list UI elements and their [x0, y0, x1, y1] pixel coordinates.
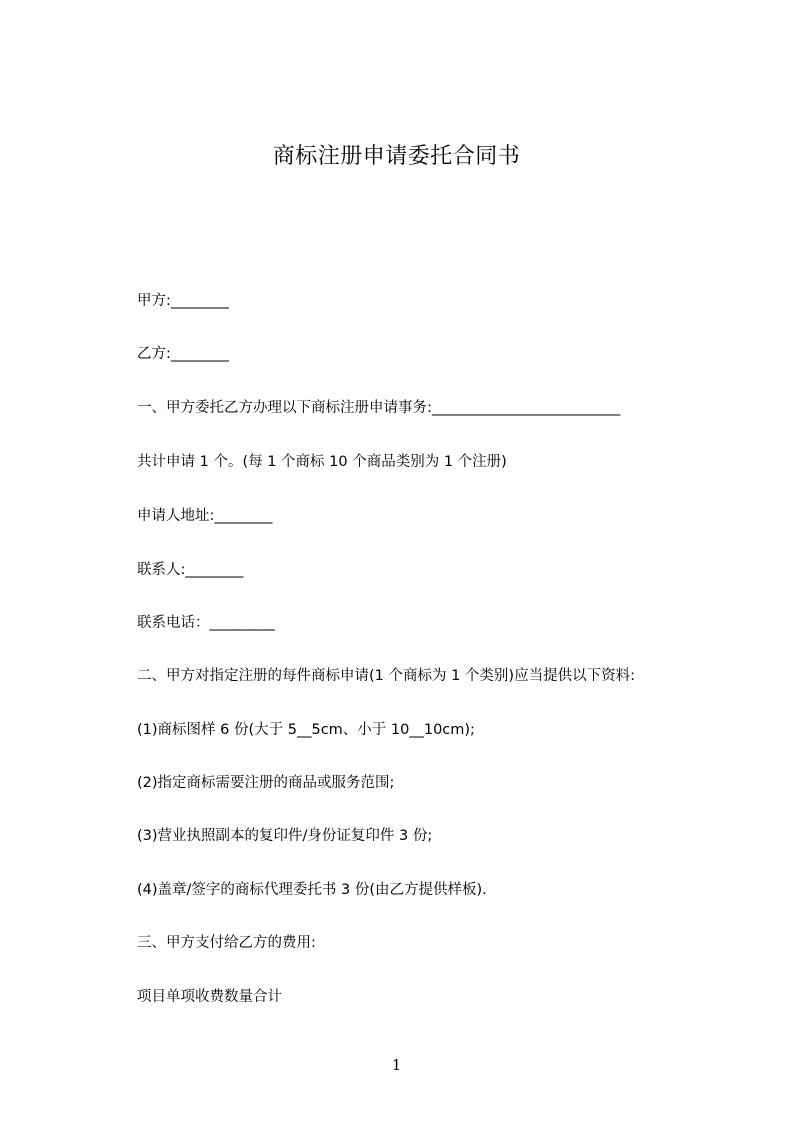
application-count-line: 共计申请 1 个。(每 1 个商标 10 个商品类别为 1 个注册): [137, 454, 507, 470]
clause-1-line: 一、甲方委托乙方办理以下商标注册申请事务:__________________________: [137, 400, 621, 416]
contact-phone-line: 联系电话：_________: [137, 615, 275, 631]
material-item-2: (2)指定商标需要注册的商品或服务范围;: [137, 775, 395, 791]
page-number: 1: [391, 1056, 402, 1074]
material-item-4: (4)盖章/签字的商标代理委托书 3 份(由乙方提供样板).: [137, 882, 487, 898]
material-item-1: (1)商标图样 6 份(大于 5__5cm、小于 10__10cm);: [137, 722, 475, 738]
party-b-line: 乙方:________: [137, 346, 229, 362]
material-item-3: (3)营业执照副本的复印件/身份证复印件 3 份;: [137, 828, 433, 844]
document-title: 商标注册申请委托合同书: [272, 144, 521, 169]
applicant-address-line: 申请人地址:________: [137, 508, 273, 524]
contact-person-line: 联系人:________: [137, 562, 244, 578]
clause-3-line: 三、甲方支付给乙方的费用:: [137, 935, 316, 951]
clause-2-line: 二、甲方对指定注册的每件商标申请(1 个商标为 1 个类别)应当提供以下资料:: [137, 668, 635, 684]
fee-table-header: 项目单项收费数量合计: [137, 989, 282, 1005]
party-a-line: 甲方:________: [137, 293, 229, 309]
